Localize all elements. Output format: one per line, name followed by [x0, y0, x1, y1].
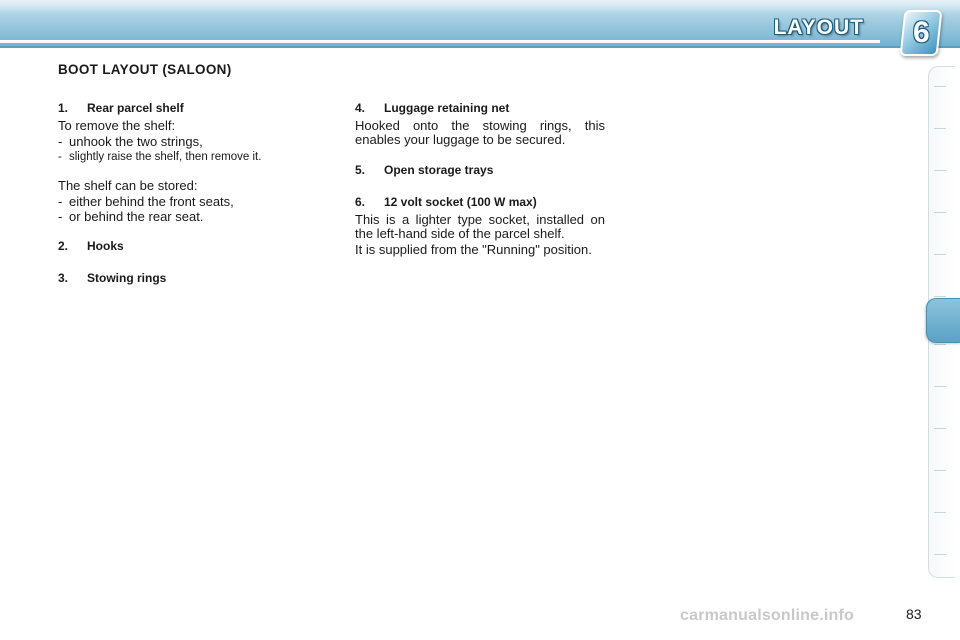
tab-divider [934, 344, 946, 345]
watermark: carmanualsonline.info [680, 607, 855, 624]
tab-divider [934, 212, 946, 213]
header-underline [0, 46, 960, 48]
list-item-text: unhook the two strings, [69, 134, 203, 149]
tab-divider [934, 170, 946, 171]
tab-divider [934, 428, 946, 429]
list-item-text: either behind the front seats, [69, 194, 234, 209]
section-number: 3. [58, 271, 69, 285]
paragraph: Hooked onto the stowing rings, this enables your luggage to be secured. [355, 118, 605, 147]
dash: - [58, 134, 63, 149]
chapter-number-badge [900, 10, 943, 56]
section-title: Stowing rings [87, 271, 167, 285]
chapter-title: LAYOUT [773, 16, 864, 39]
section-heading-rear-parcel-shelf [58, 101, 308, 115]
section-number: 6. [355, 195, 366, 209]
tab-divider [934, 554, 946, 555]
list-item-text: slightly raise the shelf, then remove it. [69, 151, 262, 163]
section-heading-storage-trays [355, 163, 605, 177]
page-number: 83 [906, 606, 922, 622]
section-number: 1. [58, 101, 69, 115]
dash: - [58, 209, 63, 224]
tab-divider [934, 470, 946, 471]
section-heading-hooks [58, 239, 308, 253]
section-title: Luggage retaining net [384, 101, 510, 115]
section-number: 4. [355, 101, 366, 115]
chapter-tab-active [926, 298, 960, 343]
list-item [58, 150, 308, 164]
right-column [355, 101, 605, 259]
tab-divider [934, 386, 946, 387]
list-item [58, 195, 308, 209]
page-title: BOOT LAYOUT (SALOON) [58, 62, 232, 77]
chapter-header [0, 0, 960, 48]
list-item-text: or behind the rear seat. [69, 209, 204, 224]
section-title: 12 volt socket (100 W max) [384, 195, 537, 209]
list-item [58, 210, 308, 224]
section-title: Rear parcel shelf [87, 101, 184, 115]
chapter-number: 6 [912, 16, 930, 49]
header-shine [0, 0, 960, 14]
header-rule [0, 40, 880, 43]
section-title: Hooks [87, 239, 124, 253]
section-heading-stowing-rings [58, 271, 308, 285]
left-column [58, 101, 308, 289]
tab-divider [934, 86, 946, 87]
dash: - [58, 194, 63, 209]
tab-divider [934, 512, 946, 513]
section-heading-luggage-net [355, 101, 605, 115]
section-title: Open storage trays [384, 163, 494, 177]
paragraph: This is a lighter type socket, installed on the left-hand side of the parcel shelf. [355, 212, 605, 241]
tab-divider [934, 128, 946, 129]
tab-divider [934, 254, 946, 255]
paragraph: It is supplied from the "Running" position. [355, 242, 592, 257]
section-heading-12v-socket [355, 195, 605, 209]
list-item [58, 135, 308, 149]
paragraph: The shelf can be stored: [58, 178, 198, 193]
chapter-tab-strip [926, 66, 960, 576]
paragraph: To remove the shelf: [58, 118, 176, 133]
section-number: 2. [58, 239, 69, 253]
tab-divider [934, 296, 946, 297]
dash: - [58, 151, 62, 163]
section-number: 5. [355, 163, 366, 177]
